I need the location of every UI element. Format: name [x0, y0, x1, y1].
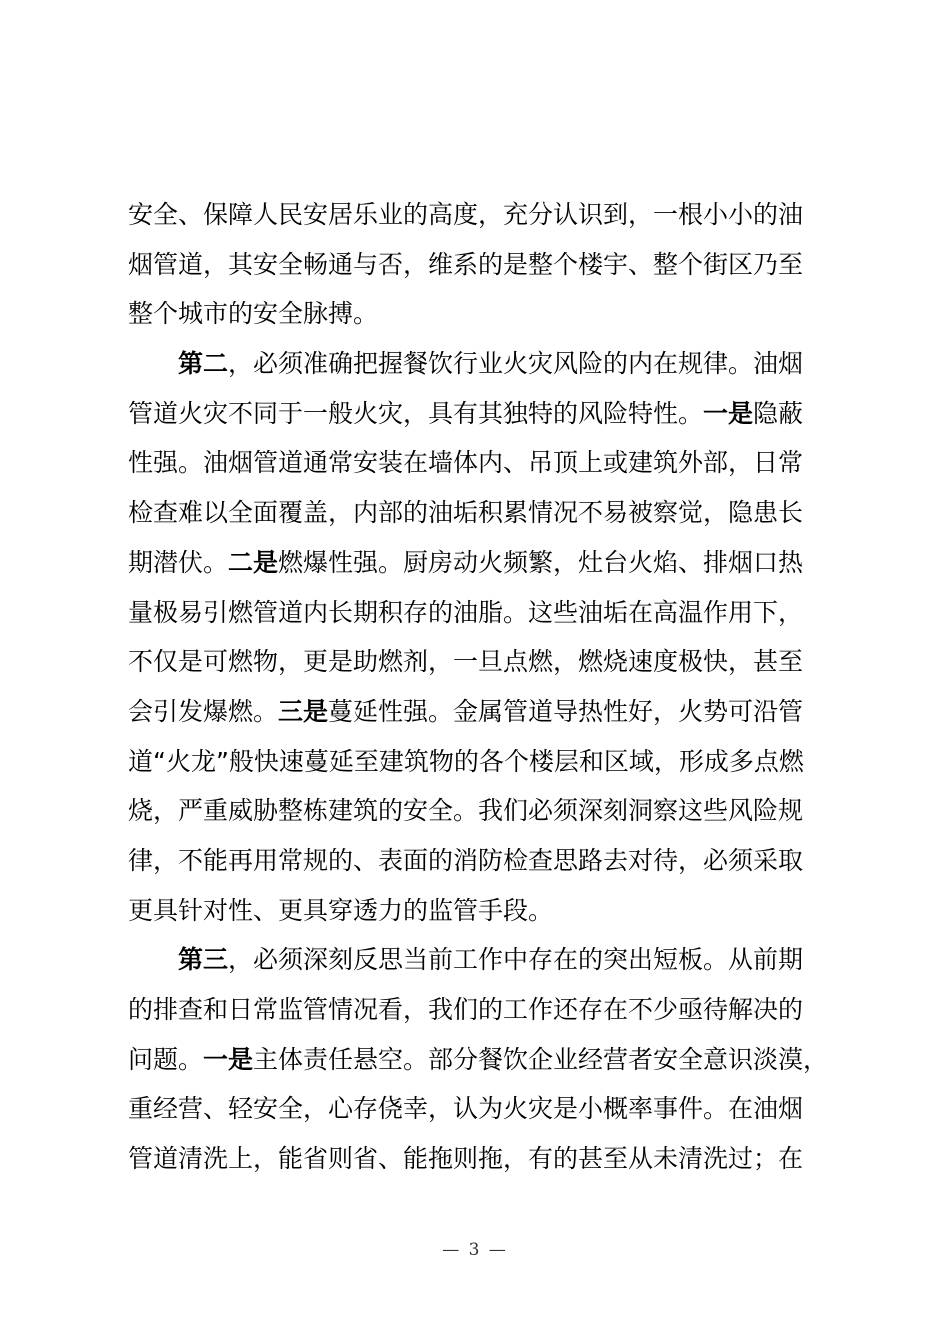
text-line	[128, 737, 828, 787]
text-line	[128, 836, 828, 886]
bold-run: 第二	[178, 349, 229, 379]
text-line	[128, 538, 828, 588]
text-line	[128, 1134, 828, 1184]
text-line	[128, 588, 828, 638]
text-line	[128, 1084, 828, 1134]
text-run: 会引发爆燃。	[128, 696, 279, 726]
bold-run: 二是	[228, 547, 279, 577]
bold-run: 一是	[703, 398, 754, 428]
text-run: 主体责任悬空。部分餐饮企业经营者安全意识淡漠，	[253, 1044, 829, 1074]
bold-run: 第三	[178, 945, 229, 975]
text-run: 检查难以全面覆盖，内部的油垢积累情况不易被察觉，隐患长	[128, 498, 804, 528]
text-line: 烟管道，其安全畅通与否，维系的是整个楼宇、整个街区乃至	[128, 249, 804, 279]
text-run: 管道火灾不同于一般火灾，具有其独特的风险特性。	[128, 398, 704, 428]
text-run: 的排查和日常监管情况看，我们的工作还存在不少亟待解决的	[128, 995, 804, 1024]
text-run: 燃爆性强。厨房动火频繁，灶台火焰、排烟口热	[278, 547, 804, 577]
text-run: 管道清洗上，能省则省、能拖则拖，有的甚至从未清洗过；在	[128, 1144, 804, 1174]
text-run: 烧，严重威胁整栋建筑的安全。我们必须深刻洞察这些风险规	[128, 796, 804, 826]
text-line	[128, 438, 828, 488]
text-run: 蔓延性强。金属管道导热性好，火势可沿管	[328, 696, 804, 726]
text-run: 不仅是可燃物，更是助燃剂，一旦点燃，燃烧速度极快，甚至	[128, 647, 804, 677]
text-line	[128, 985, 828, 1035]
paragraph-1	[128, 190, 828, 339]
text-run: 量极易引燃管道内长期积存的油脂。这些油垢在高温作用下，	[128, 597, 804, 627]
text-run: 道“火龙”般快速蔓延至建筑物的各个楼层和区域，形成多点燃	[128, 746, 804, 776]
paragraph-3	[128, 935, 828, 1183]
page-number: — 3 —	[442, 1240, 508, 1260]
text-run: 重经营、轻安全，心存侥幸，认为火灾是小概率事件。在油烟	[128, 1094, 804, 1124]
body-text	[128, 190, 828, 1184]
text-line	[128, 339, 828, 389]
text-run: ，必须深刻反思当前工作中存在的突出短板。从前期	[228, 945, 804, 975]
text-run: 更具针对性、更具穿透力的监管手段。	[128, 895, 554, 925]
text-run: 问题。	[128, 1044, 204, 1074]
text-run: 隐蔽	[753, 398, 804, 428]
text-run: 性强。油烟管道通常安装在墙体内、吊顶上或建筑外部，日常	[128, 448, 804, 478]
text-line	[128, 687, 828, 737]
text-run: ，必须准确把握餐饮行业火灾风险的内在规律。油烟	[228, 349, 804, 379]
bold-run: 三是	[278, 696, 329, 726]
text-run: 期潜伏。	[128, 547, 229, 577]
text-line	[128, 786, 828, 836]
text-line	[128, 1035, 828, 1085]
text-line: 安全、保障人民安居乐业的高度，充分认识到，一根小小的油	[128, 200, 804, 229]
text-line: 整个城市的安全脉搏。	[128, 299, 379, 329]
text-line	[128, 488, 828, 538]
text-line	[128, 935, 828, 985]
paragraph-2	[128, 339, 828, 935]
text-line	[128, 637, 828, 687]
text-run: 律，不能再用常规的、表面的消防检查思路去对待，必须采取	[128, 845, 804, 875]
text-line	[128, 389, 828, 439]
bold-run: 一是	[203, 1044, 254, 1074]
text-line	[128, 886, 828, 936]
